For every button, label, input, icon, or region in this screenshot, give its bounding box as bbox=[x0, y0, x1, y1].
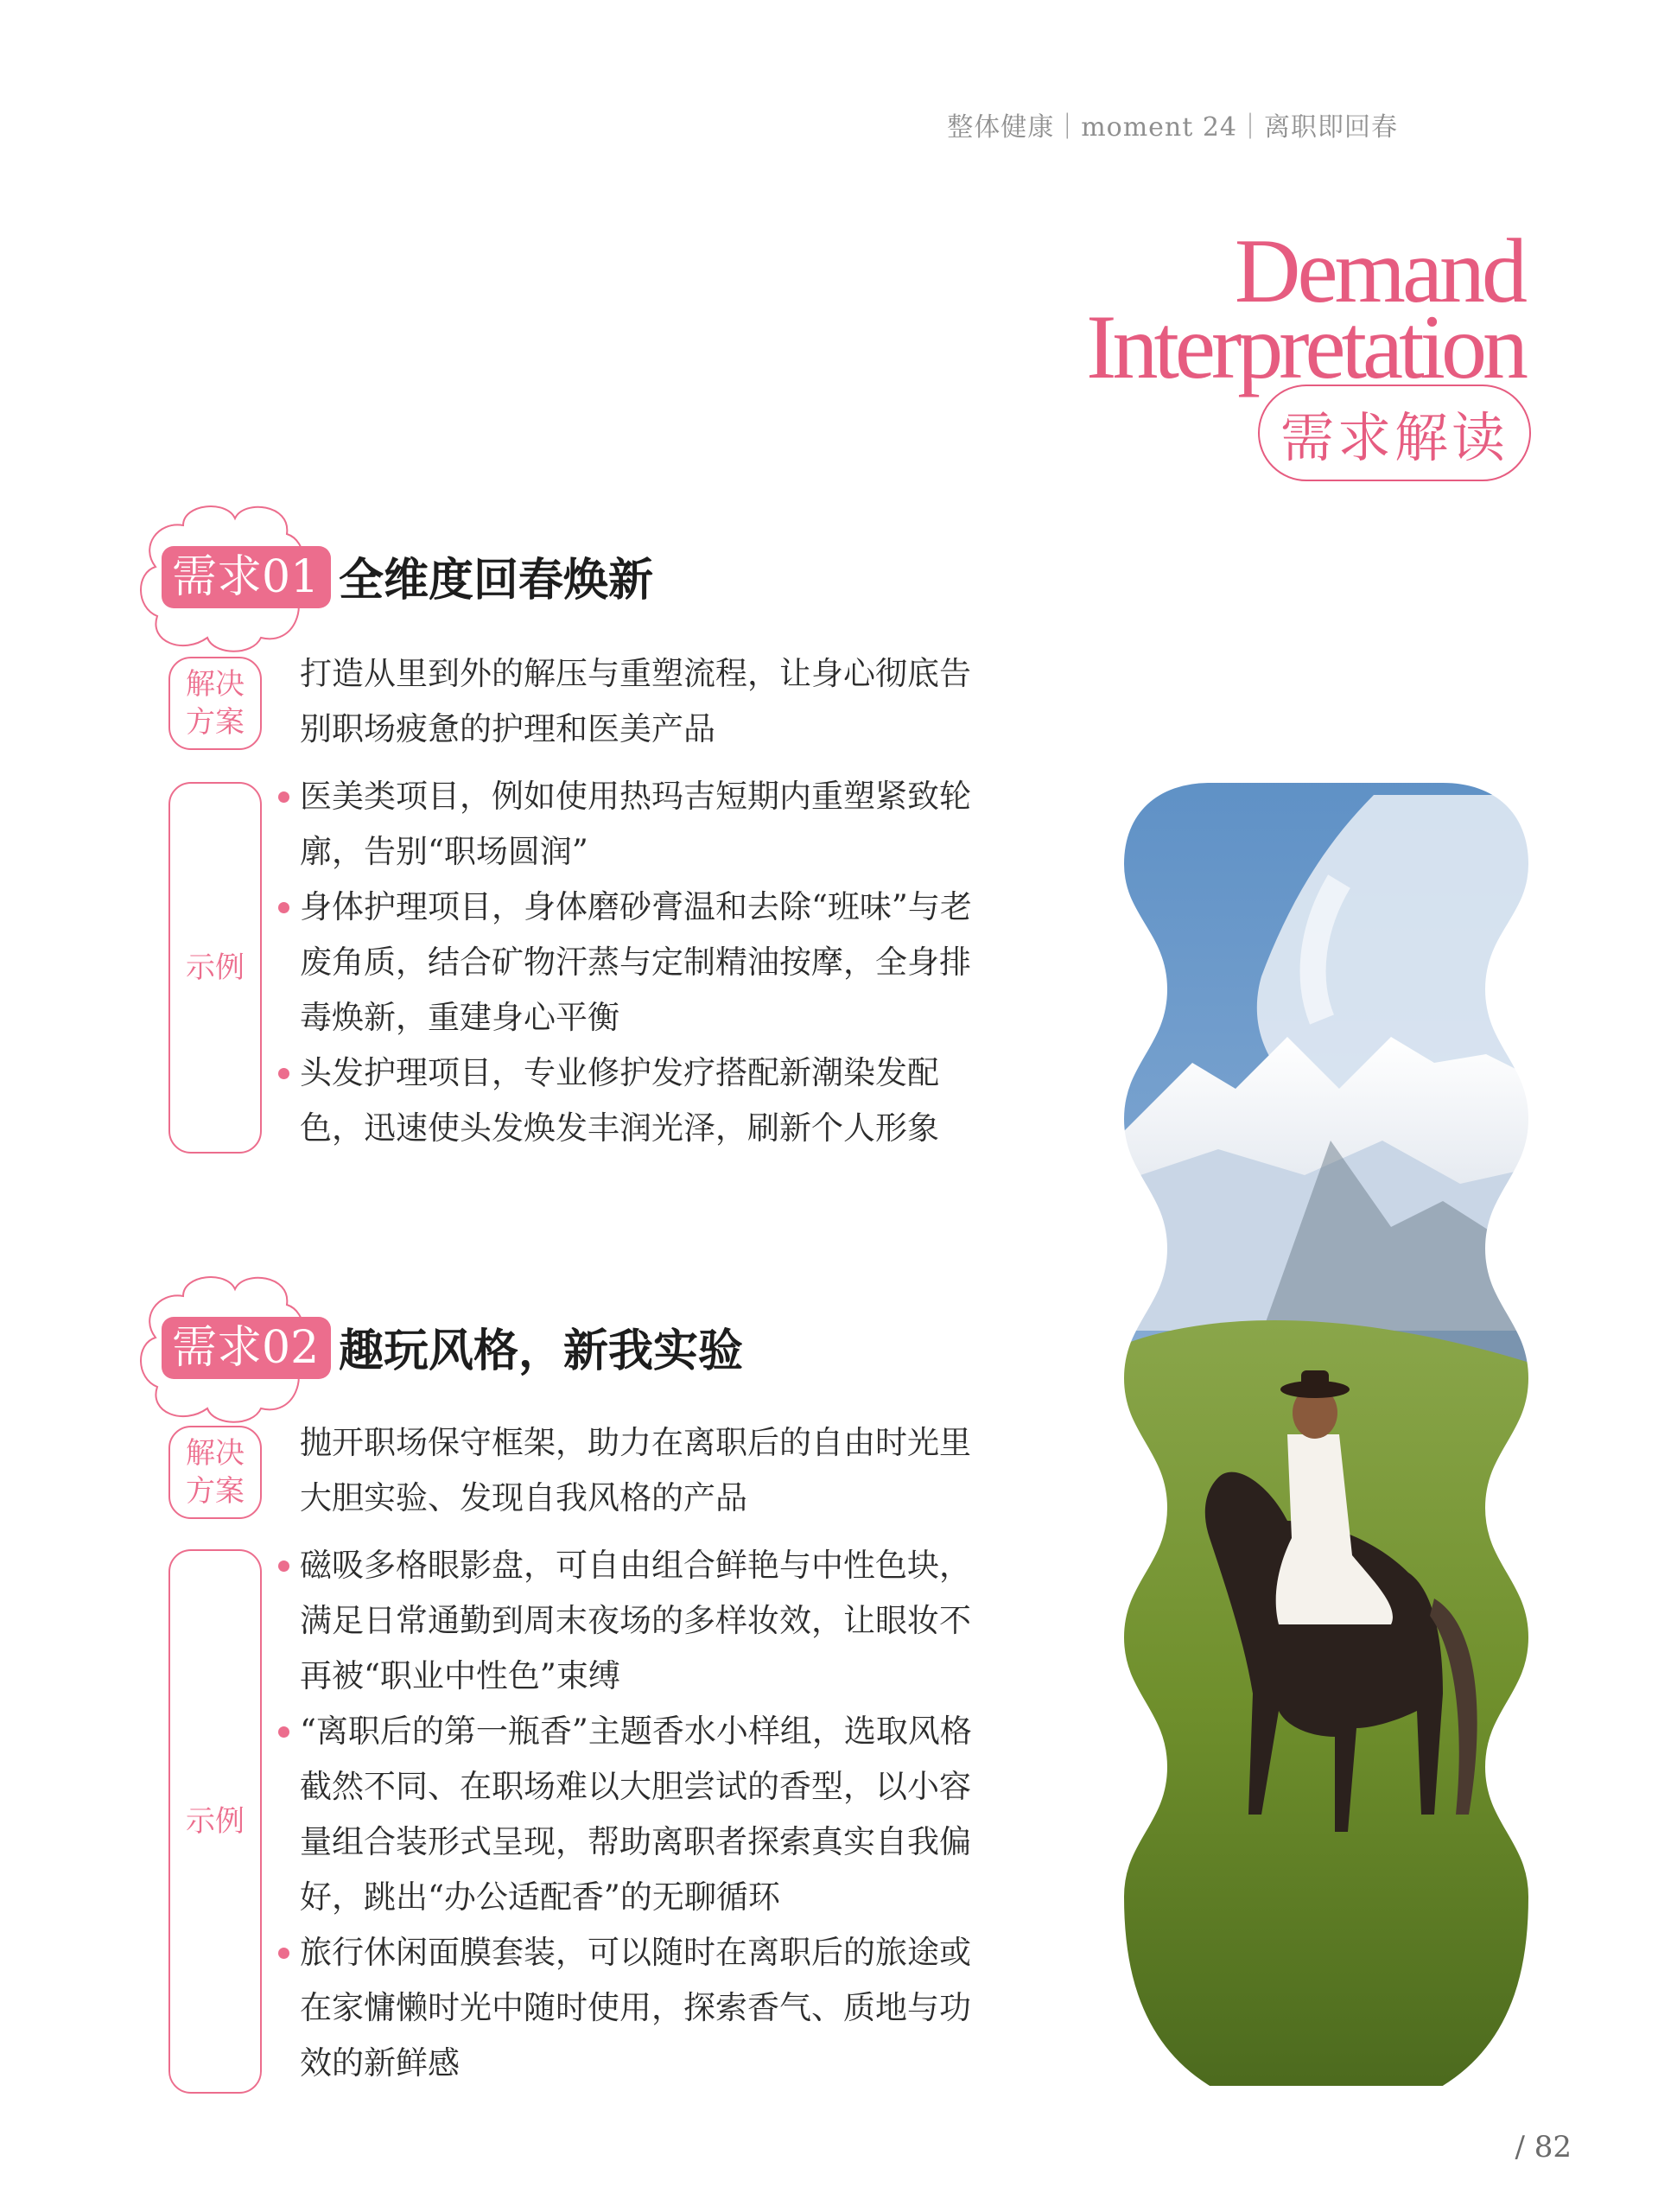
section-2-badge: 需求02 bbox=[162, 1317, 331, 1379]
page-title-cn: 需求解读 bbox=[1258, 385, 1531, 481]
section-2-solution-text: 抛开职场保守框架，助力在离职后的自由时光里大胆实验、发现自我风格的产品 bbox=[300, 1424, 971, 1516]
section-1-solution-tag bbox=[168, 657, 262, 750]
section-2-solution-tag-line2: 方案 bbox=[186, 1474, 245, 1509]
section-2-examples bbox=[278, 1538, 978, 2091]
section-2-solution-tag-line1: 解决 bbox=[186, 1436, 245, 1471]
landscape-photo bbox=[1115, 778, 1538, 2091]
header-breadcrumb: 整体健康｜moment 24｜离职即回春 bbox=[947, 112, 1398, 143]
section-1-title: 全维度回春焕新 bbox=[339, 554, 654, 607]
title-en-line2: Interpretation bbox=[1086, 296, 1524, 397]
section-1-solution-tag-line2: 方案 bbox=[186, 705, 245, 740]
section-2-example-tag bbox=[168, 1549, 262, 2094]
section-1-badge: 需求01 bbox=[162, 546, 331, 608]
section-1-examples bbox=[278, 769, 978, 1156]
page-title-en bbox=[1086, 220, 1524, 397]
title-en-line1: Demand bbox=[1234, 220, 1524, 321]
section-2-solution-tag bbox=[168, 1426, 262, 1519]
page-number: / 82 bbox=[1515, 2130, 1572, 2164]
list-item: 旅行休闲面膜套装，可以随时在离职后的旅途或在家慵懒时光中随时使用，探索香气、质地与功效的新鲜感 bbox=[278, 1925, 978, 2091]
list-item: 磁吸多格眼影盘，可自由组合鲜艳与中性色块，满足日常通勤到周末夜场的多样妆效，让眼妆不再被“职业中性色”束缚 bbox=[278, 1538, 978, 1704]
section-1-example-tag-label: 示例 bbox=[186, 950, 245, 985]
section-1-solution-text: 打造从里到外的解压与重塑流程，让身心彻底告别职场疲惫的护理和医美产品 bbox=[300, 655, 971, 747]
list-item: 身体护理项目，身体磨砂膏温和去除“班味”与老废角质，结合矿物汗蒸与定制精油按摩，全身排毒焕新，重建身心平衡 bbox=[278, 880, 978, 1046]
list-item: “离职后的第一瓶香”主题香水小样组，选取风格截然不同、在职场难以大胆尝试的香型，以小容量组合装形式呈现，帮助离职者探索真实自我偏好，跳出“办公适配香”的无聊循环 bbox=[278, 1704, 978, 1925]
section-2-example-tag-label: 示例 bbox=[186, 1804, 245, 1839]
section-1-example-tag bbox=[168, 782, 262, 1154]
section-1-solution-tag-line1: 解决 bbox=[186, 667, 245, 702]
section-2-title: 趣玩风格，新我实验 bbox=[339, 1325, 744, 1377]
list-item: 头发护理项目，专业修护发疗搭配新潮染发配色，迅速使头发焕发丰润光泽，刷新个人形象 bbox=[278, 1046, 978, 1156]
list-item: 医美类项目，例如使用热玛吉短期内重塑紧致轮廓，告别“职场圆润” bbox=[278, 769, 978, 880]
